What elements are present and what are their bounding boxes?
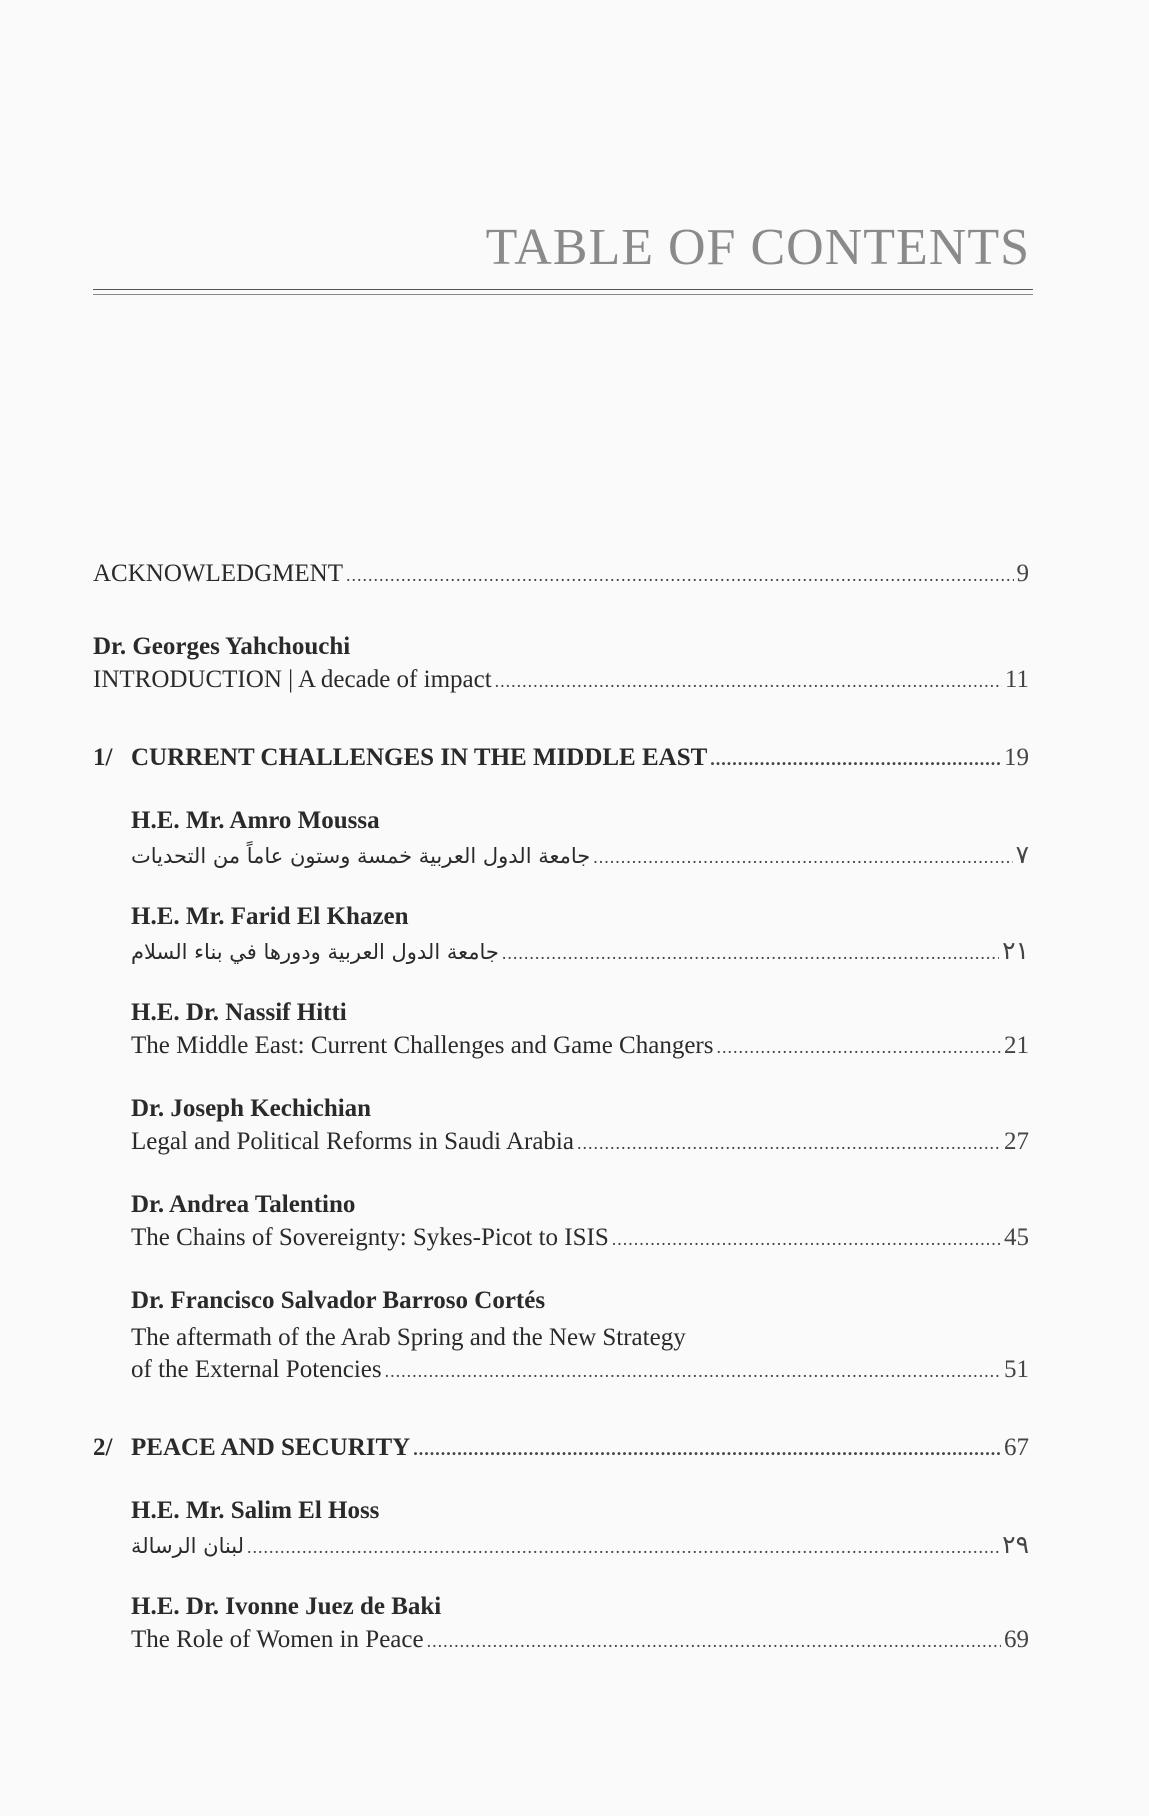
toc-entry[interactable] — [93, 1356, 1029, 1392]
section-number: 1/ — [93, 744, 113, 771]
toc-entry[interactable] — [93, 1032, 1029, 1068]
title-rule-secondary — [93, 294, 1033, 295]
toc-section-2[interactable] — [93, 1434, 1029, 1470]
page-number: 45 — [1004, 1224, 1029, 1251]
toc-entry[interactable] — [93, 936, 1029, 972]
page-number: 27 — [1004, 1128, 1029, 1155]
toc-entry[interactable] — [93, 1530, 1029, 1566]
page-number: ٢١ — [1002, 938, 1029, 965]
section-label: CURRENT CHALLENGES IN THE MIDDLE EAST — [131, 744, 708, 771]
toc-list — [93, 560, 1029, 1662]
page-number: 11 — [1004, 666, 1029, 693]
page-number: 67 — [1004, 1434, 1029, 1461]
section-number: 2/ — [93, 1434, 113, 1461]
page-number: 51 — [1004, 1356, 1029, 1383]
leader-dots — [413, 1439, 1001, 1460]
entry-author: Dr. Joseph Kechichian — [131, 1095, 372, 1122]
entry-title: لبنان الرسالة — [131, 1534, 245, 1558]
entry-author: Dr. Francisco Salvador Barroso Cortés — [131, 1287, 546, 1314]
toc-entry-introduction[interactable] — [93, 666, 1029, 702]
entry-author: H.E. Dr. Ivonne Juez de Baki — [131, 1593, 442, 1620]
section-label: PEACE AND SECURITY — [131, 1434, 411, 1461]
leader-dots — [427, 1631, 1001, 1652]
page-number: 9 — [1016, 560, 1029, 587]
leader-dots — [716, 1037, 1001, 1058]
entry-title-line: The aftermath of the Arab Spring and the New Strategy — [131, 1324, 686, 1351]
entry-title: ACKNOWLEDGMENT — [93, 560, 343, 587]
leader-dots — [385, 1361, 1001, 1382]
page-number: ٧ — [1015, 842, 1029, 869]
leader-dots — [495, 671, 1002, 692]
leader-dots — [710, 749, 1001, 770]
entry-author: H.E. Mr. Amro Moussa — [131, 807, 380, 834]
leader-dots — [577, 1133, 1001, 1154]
page-number: 21 — [1004, 1032, 1029, 1059]
entry-title: The Middle East: Current Challenges and Game Changers — [131, 1032, 714, 1059]
toc-entry[interactable] — [93, 840, 1029, 876]
entry-author: H.E. Dr. Nassif Hitti — [131, 999, 347, 1026]
page-number: ٢٩ — [1002, 1532, 1029, 1559]
toc-section-1[interactable] — [93, 744, 1029, 780]
entry-title: Legal and Political Reforms in Saudi Arabia — [131, 1128, 574, 1155]
leader-dots — [612, 1229, 1001, 1250]
toc-entry[interactable] — [93, 1224, 1029, 1260]
entry-author: H.E. Mr. Farid El Khazen — [131, 903, 409, 930]
page-number: 69 — [1004, 1626, 1029, 1653]
section-title — [93, 744, 707, 772]
entry-author: Dr. Andrea Talentino — [131, 1191, 356, 1218]
page-number: 19 — [1004, 744, 1029, 771]
leader-dots — [593, 847, 1012, 868]
entry-title: جامعة الدول العربية ودورها في بناء السلام — [131, 940, 499, 964]
section-title — [93, 1434, 410, 1462]
toc-entry[interactable] — [93, 1626, 1029, 1662]
toc-entry-acknowledgment[interactable] — [93, 560, 1029, 596]
entry-title: The Role of Women in Peace — [131, 1626, 424, 1653]
entry-author: H.E. Mr. Salim El Hoss — [131, 1497, 380, 1524]
entry-title: جامعة الدول العربية خمسة وستون عاماً من التحديات — [131, 844, 591, 868]
title-rule — [93, 289, 1033, 290]
page-title: TABLE OF CONTENTS — [485, 219, 1030, 276]
entry-author: Dr. Georges Yahchouchi — [93, 633, 351, 660]
entry-title: The Chains of Sovereignty: Sykes-Picot to ISIS — [131, 1224, 609, 1251]
toc-entry[interactable] — [93, 1128, 1029, 1164]
entry-title: INTRODUCTION | A decade of impact — [93, 666, 492, 693]
leader-dots — [346, 565, 1014, 586]
leader-dots — [502, 943, 999, 964]
entry-title: of the External Potencies — [131, 1356, 382, 1383]
leader-dots — [247, 1537, 999, 1558]
